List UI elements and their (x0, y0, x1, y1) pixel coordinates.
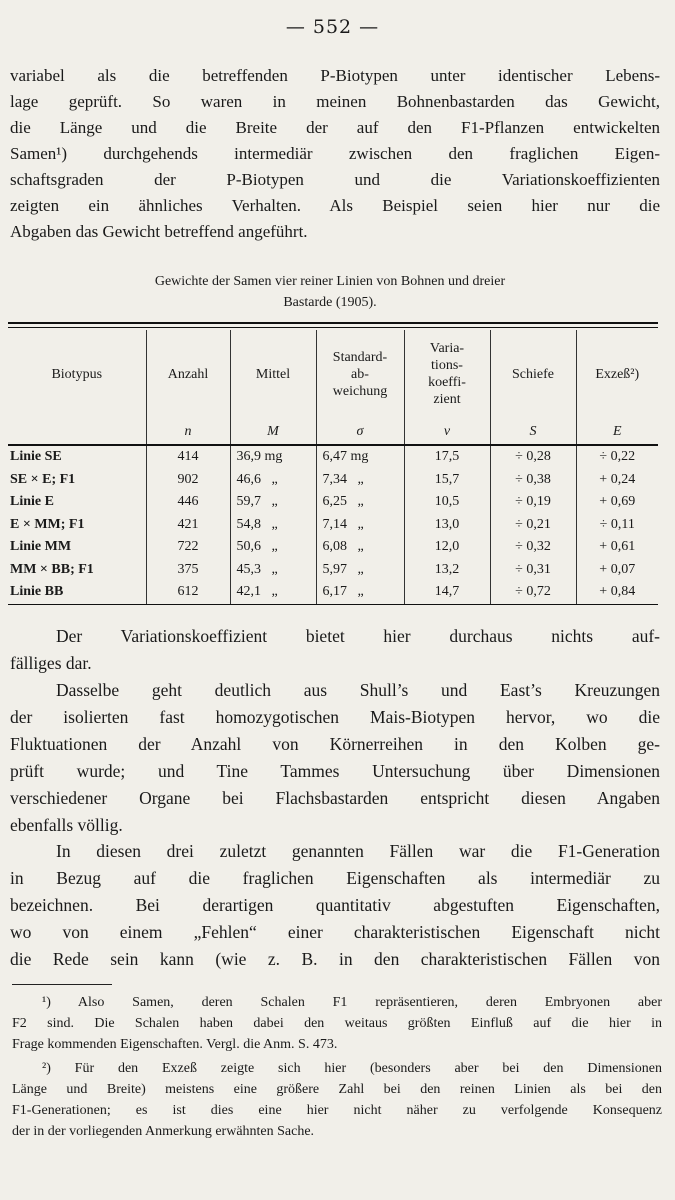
mittel-unit: „ (271, 471, 278, 487)
text-line: verschiedener Organe bei Flachsbastarden entspricht diesen Angaben (10, 788, 660, 808)
cell-v: 12,0 (404, 536, 490, 559)
cell-std (316, 445, 404, 469)
cell-e: + 0,61 (576, 536, 658, 559)
table-row (8, 581, 658, 604)
cell-std (316, 581, 404, 604)
cell-biotypus: Linie SE (10, 449, 62, 465)
text-line: die Rede sein kann (wie z. B. in den charakteristischen Fällen von (10, 949, 660, 969)
cell-e: ÷ 0,11 (576, 514, 658, 537)
symbol-cell: S (490, 418, 576, 445)
cell-e: + 0,69 (576, 491, 658, 514)
cell-mittel (230, 469, 316, 492)
cell-biotypus: Linie E (10, 494, 54, 510)
cell-biotypus: Linie BB (8, 581, 146, 604)
table-row (8, 559, 658, 582)
text-line: Der Variationskoeffizient bietet hier durchaus nichts auf- (56, 626, 660, 646)
table-symbol-row (8, 418, 658, 445)
col-header-mittel: Mittel (230, 330, 316, 418)
std-value: 7,14 (322, 516, 347, 532)
cell-biotypus: E × MM; F1 (10, 516, 85, 532)
cell-anzahl: 421 (146, 514, 230, 537)
cell-e: + 0,07 (576, 559, 658, 582)
cell-mittel (230, 514, 316, 537)
mittel-value: 59,7 (236, 494, 261, 510)
text-line: Dasselbe geht deutlich aus Shull’s und East’s Kreuzungen (56, 680, 660, 700)
cell-v: 14,7 (404, 581, 490, 604)
cell-biotypus: MM × BB; F1 (10, 561, 94, 577)
cell-mittel (230, 445, 316, 469)
text-line: Abgaben das Gewicht betreffend angeführt. (10, 222, 308, 241)
table-top-rule (8, 322, 658, 328)
footnote-line: Länge und Breite) meistens eine größere Zahl bei den reinen Linien als bei den (12, 1082, 662, 1097)
table-row (8, 469, 658, 492)
caption-line: Gewichte der Samen vier reiner Linien von Bohnen und dreier (154, 274, 506, 289)
text-line: In diesen drei zuletzt genannten Fällen war die F1-Generation (56, 841, 660, 861)
std-value: 5,97 (322, 561, 347, 577)
paragraph-2 (10, 623, 660, 677)
text-line: zeigten ein ähnliches Verhalten. Als Beispiel seien hier nur die (10, 196, 660, 215)
cell-anzahl: 414 (146, 445, 230, 469)
col-header-exzess: Exzeß²) (576, 330, 658, 418)
text-line: Fluktuationen der Anzahl von Körnerreihen in den Kolben ge- (10, 734, 660, 754)
table-row (8, 491, 658, 514)
text-line: wo von einem „Fehlen“ einer charakteristischen Eigenschaft nicht (10, 922, 660, 942)
mittel-value: 46,6 (236, 471, 261, 487)
mittel-value: 54,8 (236, 516, 261, 532)
footnote-line: Frage kommenden Eigenschaften. Vergl. die Anm. S. 473. (12, 1037, 338, 1052)
cell-mittel (230, 491, 316, 514)
cell-v: 13,0 (404, 514, 490, 537)
paragraph-4 (10, 838, 660, 973)
cell-s: ÷ 0,21 (490, 514, 576, 537)
text-line: fälliges dar. (10, 653, 92, 673)
cell-v: 15,7 (404, 469, 490, 492)
cell-biotypus: Linie MM (10, 539, 72, 555)
mittel-value: 45,3 (236, 561, 261, 577)
text-line: lage geprüft. So waren in meinen Bohnenbastarden das Gewicht, (10, 92, 660, 111)
table-row (8, 536, 658, 559)
symbol-cell: v (404, 418, 490, 445)
cell-s: ÷ 0,72 (490, 581, 576, 604)
mittel-unit: „ (271, 539, 278, 555)
cell-s: ÷ 0,32 (490, 536, 576, 559)
cell-v: 17,5 (404, 445, 490, 469)
std-value: 6,17 (322, 584, 347, 600)
table-row (8, 514, 658, 537)
mittel-unit: „ (271, 494, 278, 510)
cell-v: 10,5 (404, 491, 490, 514)
std-unit: mg (350, 449, 369, 465)
table-caption (30, 271, 630, 313)
mittel-unit: mg (264, 449, 283, 465)
intro-paragraph (10, 63, 660, 245)
cell-s: ÷ 0,19 (490, 491, 576, 514)
symbol-cell: σ (316, 418, 404, 445)
footnote-line: ¹) Also Samen, deren Schalen F1 repräsentieren, deren Embryonen aber (42, 995, 662, 1010)
col-header-variationskoeffizient: Varia- tions- koeffi- zient (404, 330, 490, 418)
caption-line: Bastarde (1905). (283, 295, 377, 310)
cell-anzahl: 375 (146, 559, 230, 582)
std-unit: „ (357, 516, 364, 532)
table-row (8, 445, 658, 469)
cell-s: ÷ 0,38 (490, 469, 576, 492)
cell-anzahl: 722 (146, 536, 230, 559)
cell-biotypus: SE × E; F1 (10, 471, 76, 487)
text-line: bezeichnen. Bei derartigen quantitativ abgestuften Eigenschaften, (10, 895, 660, 915)
paragraph-3 (10, 677, 660, 839)
footnote-2 (12, 1058, 662, 1142)
cell-v: 13,2 (404, 559, 490, 582)
table-header-row (8, 330, 658, 418)
cell-e: + 0,84 (576, 581, 658, 604)
mittel-value: 36,9 (236, 449, 261, 465)
page-number: — 552 — (285, 16, 380, 38)
col-header-standardabweichung: Standard- ab- weichung (316, 330, 404, 418)
mittel-unit: „ (271, 561, 278, 577)
footnote-line: der in der vorliegenden Anmerkung erwähnten Sache. (12, 1124, 315, 1139)
std-unit: „ (357, 561, 364, 577)
mittel-value: 50,6 (236, 539, 261, 555)
cell-mittel (230, 581, 316, 604)
std-value: 6,25 (322, 494, 347, 510)
cell-std (316, 469, 404, 492)
text-line: prüft wurde; und Tine Tammes Untersuchung über Dimensionen (10, 761, 660, 781)
cell-mittel (230, 536, 316, 559)
text-line: der isolierten fast homozygotischen Mais-Biotypen hervor, wo die (10, 707, 660, 727)
std-value: 6,08 (322, 539, 347, 555)
mittel-value: 42,1 (236, 584, 261, 600)
footnote-line: F1-Generationen; es ist dies eine hier nicht näher zu verfolgende Konsequenz (12, 1103, 662, 1118)
std-unit: „ (357, 539, 364, 555)
cell-mittel (230, 559, 316, 582)
std-unit: „ (357, 471, 364, 487)
text-line: in Bezug auf die fraglichen Eigenschaften als intermediär zu (10, 868, 660, 888)
cell-anzahl: 446 (146, 491, 230, 514)
std-unit: „ (357, 584, 364, 600)
cell-anzahl: 902 (146, 469, 230, 492)
footnote-line: F2 sind. Die Schalen haben dabei den weitaus größten Einfluß auf die hier in (12, 1016, 662, 1031)
cell-s: ÷ 0,31 (490, 559, 576, 582)
std-unit: „ (357, 494, 364, 510)
footnote-line: ²) Für den Exzeß zeigte sich hier (besonders aber bei den Dimensionen (42, 1061, 662, 1076)
text-line: Samen¹) durchgehends intermediär zwischen den fraglichen Eigen- (10, 144, 660, 163)
cell-anzahl: 612 (146, 581, 230, 604)
text-line: ebenfalls völlig. (10, 815, 123, 835)
symbol-cell: M (230, 418, 316, 445)
seed-weight-table (8, 330, 658, 605)
text-line: die Länge und die Breite der auf den F1-Pflanzen entwickelten (10, 118, 660, 137)
symbol-cell (8, 418, 146, 445)
cell-std (316, 559, 404, 582)
cell-e: ÷ 0,22 (576, 445, 658, 469)
symbol-cell: E (576, 418, 658, 445)
text-line: schaftsgraden der P-Biotypen und die Variationskoeffizienten (10, 170, 660, 189)
col-header-biotypus: Biotypus (51, 366, 103, 382)
cell-e: + 0,24 (576, 469, 658, 492)
cell-s: ÷ 0,28 (490, 445, 576, 469)
mittel-unit: „ (271, 516, 278, 532)
col-header-schiefe: Schiefe (490, 330, 576, 418)
cell-std (316, 536, 404, 559)
std-value: 7,34 (322, 471, 347, 487)
cell-std (316, 514, 404, 537)
std-value: 6,47 (322, 449, 347, 465)
footnote-1 (12, 992, 662, 1055)
mittel-unit: „ (271, 584, 278, 600)
text-line: variabel als die betreffenden P-Biotypen unter identischer Lebens- (10, 66, 660, 85)
col-header-anzahl: Anzahl (146, 330, 230, 418)
footnote-rule (12, 984, 112, 985)
cell-std (316, 491, 404, 514)
symbol-cell: n (146, 418, 230, 445)
